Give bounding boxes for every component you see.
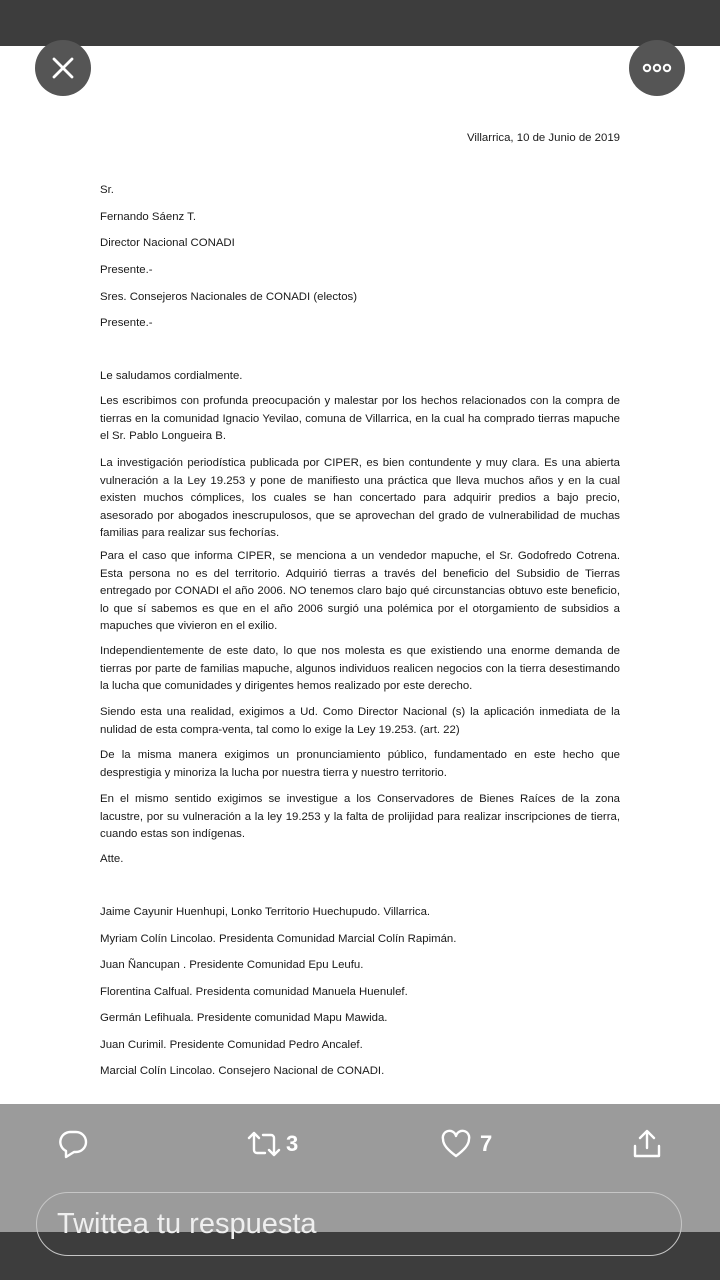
letter-greeting: Le saludamos cordialmente. — [100, 370, 243, 382]
signatory-line: Myriam Colín Lincolao. Presidenta Comunidad Marcial Colín Rapimán. — [100, 933, 457, 945]
letter-paragraph: Les escribimos con profunda preocupación y malestar por los hechos relacionados con la compra de tierras en la comunidad Ignacio Yevilao, comuna de Villarrica, en la cual ha comprado tierras mapuche el Sr. Pablo Longueira B. — [100, 395, 620, 443]
reply-placeholder: Twittea tu respuesta — [57, 1207, 317, 1240]
retweet-icon — [246, 1129, 282, 1159]
address-line: Presente.- — [100, 264, 153, 276]
signatory-line: Juan Curimil. Presidente Comunidad Pedro Ancalef. — [100, 1039, 363, 1051]
close-icon — [52, 57, 74, 79]
signatory-line: Jaime Cayunir Huenhupi, Lonko Territorio Huechupudo. Villarrica. — [100, 906, 431, 918]
status-bar — [0, 0, 720, 46]
letter-paragraph: Independientemente de este dato, lo que nos molesta es que existiendo una enorme demanda de tierras por parte de familias mapuche, algunos individuos realicen negocios con la tierra desestimando la lucha que comunidades y dirigentes hemos realizado por este derecho. — [100, 645, 620, 693]
reply-icon — [57, 1128, 89, 1160]
retweet-count: 3 — [286, 1131, 299, 1156]
address-line: Fernando Sáenz T. — [100, 211, 197, 223]
image-viewer — [0, 46, 720, 1104]
address-line: Director Nacional CONADI — [100, 237, 235, 249]
share-icon — [631, 1128, 663, 1160]
heart-icon — [440, 1129, 472, 1159]
signatory-line: Marcial Colín Lincolao. Consejero Nacional de CONADI. — [100, 1065, 385, 1077]
address-line: Presente.- — [100, 317, 153, 329]
reply-button[interactable] — [57, 1124, 89, 1164]
close-button[interactable] — [35, 40, 91, 96]
letter-paragraph: La investigación periodística publicada por CIPER, es bien contundente y muy clara. Es una abierta vulneración a la Ley 19.253 y pone de manifiesto una práctica que lleva muchos años y en la cual existen muchos cómplices, los cuales se han concertado para adquirir predios a bajo precio, asesorado por abogados inescrupulosos, que se aprovechan del grado de vulnerabilidad de muchas familias para realizar sus fechorías. — [100, 457, 620, 540]
reply-input[interactable] — [36, 1192, 682, 1256]
letter-closing: Atte. — [100, 853, 124, 865]
retweet-button[interactable] — [246, 1124, 298, 1164]
signatory-line: Florentina Calfual. Presidenta comunidad Manuela Huenulef. — [100, 986, 408, 998]
like-button[interactable] — [440, 1124, 492, 1164]
letter-paragraph: Siendo esta una realidad, exigimos a Ud. Como Director Nacional (s) la aplicación inmediata de la nulidad de esta compra-venta, tal como lo exige la Ley 19.253. (art. 22) — [100, 706, 620, 736]
more-options-button[interactable] — [629, 40, 685, 96]
more-icon — [642, 63, 672, 73]
signatory-line: Juan Ñancupan . Presidente Comunidad Epu Leufu. — [100, 959, 364, 971]
share-button[interactable] — [631, 1124, 663, 1164]
letter-paragraph: En el mismo sentido exigimos se investigue a los Conservadores de Bienes Raíces de la zona lacustre, por su vulneración a la ley 19.253 y la falta de prolijidad para realizar inscripciones de tierra, cuando estas son indígenas. — [100, 793, 620, 841]
address-line: Sr. — [100, 184, 114, 196]
letter-date: Villarrica, 10 de Junio de 2019 — [466, 132, 620, 144]
signatory-line: Germán Lefihuala. Presidente comunidad Mapu Mawida. — [100, 1012, 388, 1024]
address-line: Sres. Consejeros Nacionales de CONADI (electos) — [100, 291, 358, 303]
letter-paragraph: Para el caso que informa CIPER, se menciona a un vendedor mapuche, el Sr. Godofredo Cotrena. Esta persona no es del territorio. Adquirió tierras a través del beneficio del Subsidio de Tierras entregado por CONADI el año 2006. NO tenemos claro bajo qué circunstancias obtuvo este beneficio, lo que sí sabemos es que en el año 2006 surgió una polémica por el otorgamiento de subsidios a mapuches que vivieron en el exilio. — [100, 550, 620, 633]
letter-paragraph: De la misma manera exigimos un pronunciamiento público, fundamentado en este hecho que desprestigia y minoriza la lucha por nuestra tierra y nuestro territorio. — [100, 749, 620, 779]
like-count: 7 — [480, 1131, 493, 1156]
